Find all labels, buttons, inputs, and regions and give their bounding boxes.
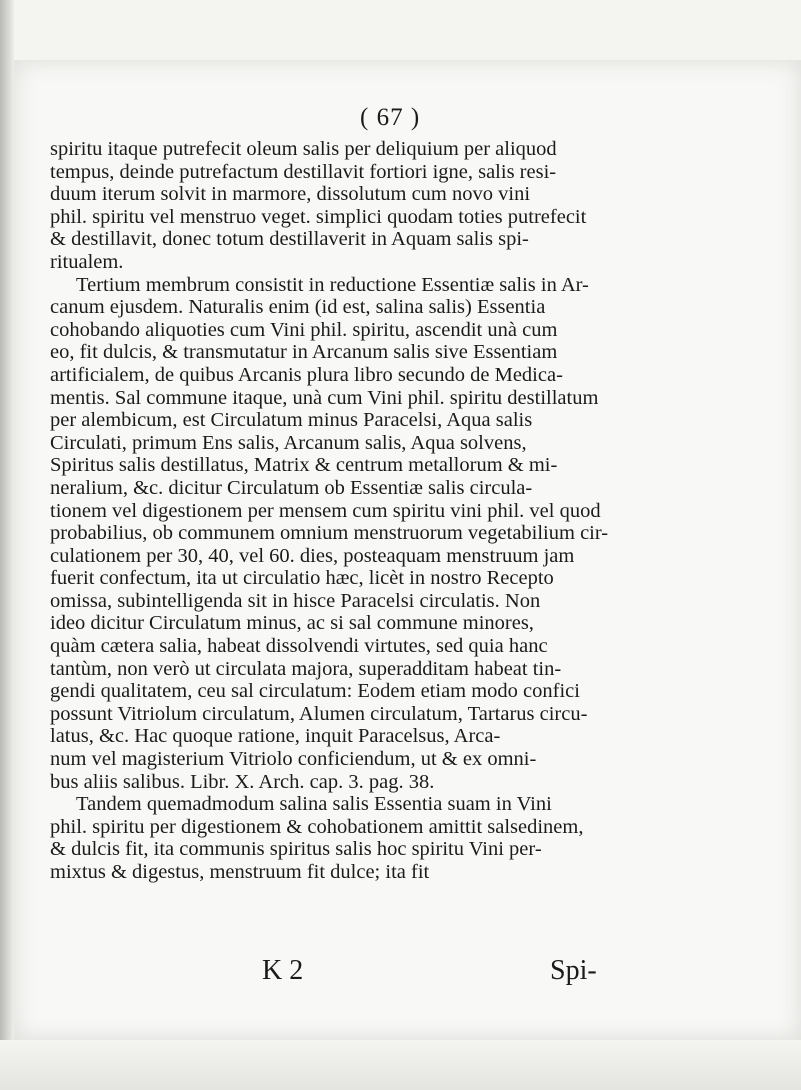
text-line: & dulcis fit, ita communis spiritus salis hoc spiritu Vini per- bbox=[50, 838, 542, 861]
text-line: ritualem. bbox=[50, 250, 124, 273]
text-line: Circulati, primum Ens salis, Arcanum salis, Aqua solvens, bbox=[50, 431, 527, 454]
catchword: Spi- bbox=[550, 955, 597, 986]
text-line: per alembicum, est Circulatum minus Paracelsi, Aqua salis bbox=[50, 409, 533, 432]
text-line: spiritu itaque putrefecit oleum salis per deliquium per aliquod bbox=[50, 138, 557, 160]
text-line: Tertium membrum consistit in reductione Essentiæ salis in Ar- bbox=[76, 273, 589, 296]
paragraph-3 bbox=[50, 793, 762, 883]
text-line: Spiritus salis destillatus, Matrix & centrum metallorum & mi- bbox=[50, 454, 558, 477]
text-line: cohobando aliquoties cum Vini phil. spiritu, ascendit unà cum bbox=[50, 318, 558, 341]
text-line: tionem vel digestionem per mensem cum spiritu vini phil. vel quod bbox=[50, 499, 601, 522]
text-line: culationem per 30, 40, vel 60. dies, posteaquam menstruum jam bbox=[50, 544, 575, 567]
text-line: omissa, subintelligenda sit in hisce Paracelsi circulatis. Non bbox=[50, 589, 541, 612]
text-line: eo, fit dulcis, & transmutatur in Arcanum salis sive Essentiam bbox=[50, 341, 558, 364]
text-line: artificialem, de quibus Arcanis plura libro secundo de Medica- bbox=[50, 363, 563, 386]
text-line: probabilius, ob communem omnium menstruorum vegetabilium cir- bbox=[50, 522, 609, 545]
text-line: latus, &c. Hac quoque ratione, inquit Paracelsus, Arca- bbox=[50, 725, 501, 748]
text-line: mentis. Sal commune itaque, unà cum Vini phil. spiritu destillatum bbox=[50, 386, 599, 409]
page-text bbox=[50, 138, 762, 884]
binding-edge bbox=[0, 0, 14, 1090]
text-line: tantùm, non verò ut circulata majora, superadditam habeat tin- bbox=[50, 657, 562, 680]
text-line: neralium, &c. dicitur Circulatum ob Essentiæ salis circula- bbox=[50, 476, 533, 499]
bottom-shadow bbox=[0, 1040, 801, 1090]
text-line: ideo dicitur Circulatum minus, ac si sal commune minores, bbox=[50, 612, 534, 635]
text-line: gendi qualitatem, ceu sal circulatum: Eodem etiam modo confici bbox=[50, 680, 580, 703]
text-line: phil. spiritu per digestionem & cohobationem amittit salsedinem, bbox=[50, 815, 584, 838]
text-line: mixtus & digestus, menstruum fit dulce; ita fit bbox=[50, 861, 430, 883]
paragraph-2 bbox=[50, 274, 762, 794]
text-line: phil. spiritu vel menstruo veget. simplici quodam toties putrefecit bbox=[50, 205, 587, 228]
text-line: num vel magisterium Vitriolo conficiendum, ut & ex omni- bbox=[50, 748, 537, 771]
page-number: ( 67 ) bbox=[360, 104, 421, 131]
text-line: duum iterum solvit in marmore, dissolutum cum novo vini bbox=[50, 183, 531, 206]
text-line: fuerit confectum, ita ut circulatio hæc, licèt in nostro Recepto bbox=[50, 567, 554, 590]
text-line: canum ejusdem. Naturalis enim (id est, salina salis) Essentia bbox=[50, 296, 546, 319]
text-line: & destillavit, donec totum destillaverit in Aquam salis spi- bbox=[50, 228, 529, 251]
text-line: quàm cætera salia, habeat dissolvendi virtutes, sed quia hanc bbox=[50, 635, 548, 658]
text-line: Tandem quemadmodum salina salis Essentia suam in Vini bbox=[76, 793, 552, 816]
text-line: possunt Vitriolum circulatum, Alumen circulatum, Tartarus circu- bbox=[50, 702, 588, 725]
text-line: tempus, deinde putrefactum destillavit fortiori igne, salis resi- bbox=[50, 160, 557, 183]
paragraph-1 bbox=[50, 138, 762, 274]
text-line: bus aliis salibus. Libr. X. Arch. cap. 3. pag. 38. bbox=[50, 770, 435, 793]
signature-mark: K 2 bbox=[262, 955, 304, 986]
